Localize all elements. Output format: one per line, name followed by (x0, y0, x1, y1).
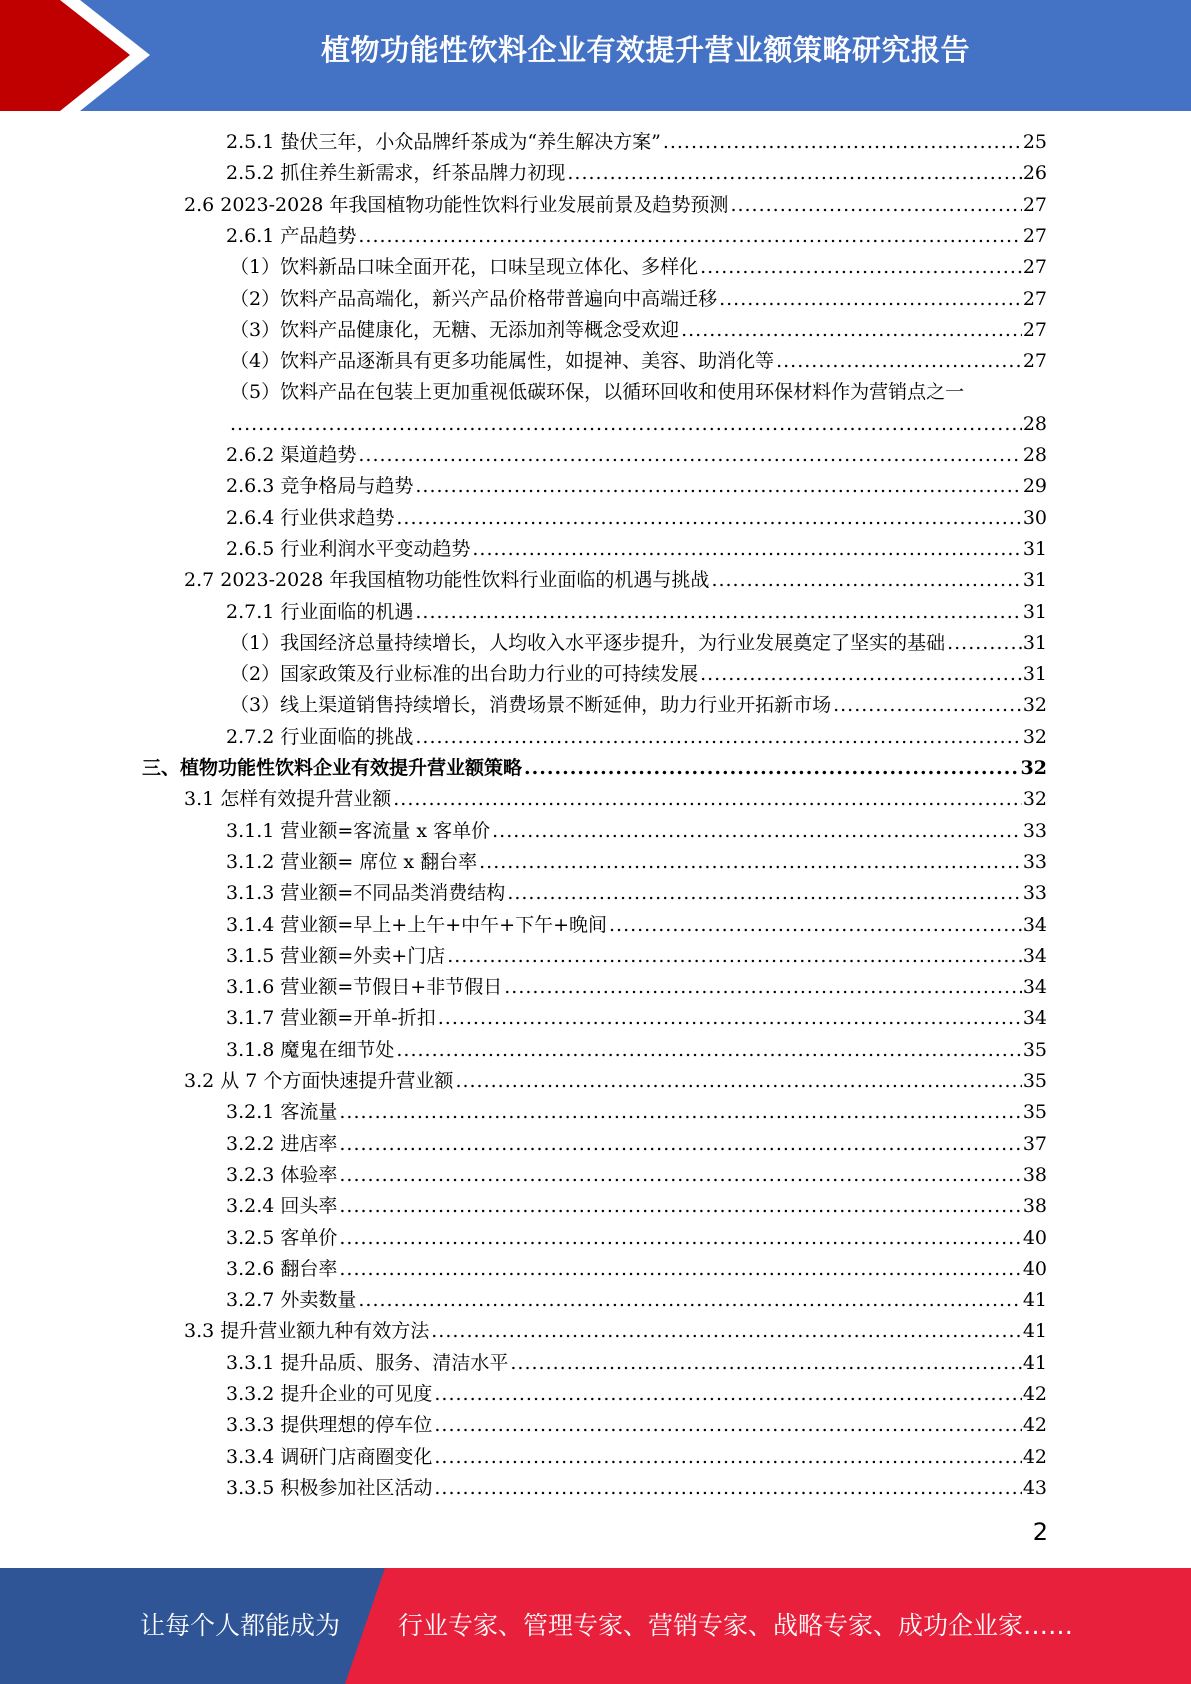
toc-entry[interactable] (0, 440, 1191, 471)
toc-dot-leader (681, 315, 1022, 346)
toc-entry-page: 41 (1022, 1351, 1047, 1374)
toc-entry[interactable] (0, 1379, 1191, 1410)
toc-entry-page: 34 (1022, 1007, 1047, 1030)
toc-entry-page: 33 (1022, 850, 1047, 873)
toc-dot-leader (396, 1035, 1021, 1066)
toc-entry[interactable] (0, 221, 1191, 252)
toc-entry-page: 32 (1020, 757, 1047, 779)
toc-entry-page: 40 (1022, 1226, 1047, 1249)
toc-dot-leader (567, 158, 1021, 189)
toc-entry-page: 34 (1022, 944, 1047, 967)
toc-entry-page: 27 (1022, 193, 1047, 216)
toc-entry-page: 35 (1022, 1101, 1047, 1124)
toc-entry-title: 3.1.8 魔鬼在细节处 (226, 1038, 395, 1061)
toc-entry[interactable] (0, 534, 1191, 565)
toc-entry-title: （3）饮料产品健康化，无糖、无添加剂等概念受欢迎 (230, 318, 680, 341)
toc-entry[interactable] (0, 1066, 1191, 1097)
toc-dot-leader (415, 722, 1021, 753)
toc-entry[interactable] (0, 847, 1191, 878)
toc-entry[interactable] (0, 1285, 1191, 1316)
toc-entry-page: 29 (1022, 475, 1047, 498)
toc-entry-page: 42 (1022, 1383, 1047, 1405)
toc-entry[interactable] (0, 972, 1191, 1003)
footer-slogan-right: 行业专家、管理专家、营销专家、战略专家、成功企业家…… (398, 1611, 1074, 1640)
toc-entry[interactable] (0, 1348, 1191, 1379)
toc-entry-title: 3.1.3 营业额=不同品类消费结构 (226, 882, 506, 905)
toc-entry[interactable] (0, 315, 1191, 346)
toc-entry[interactable] (0, 1223, 1191, 1254)
toc-entry-title: 3.3.3 提供理想的停车位 (226, 1414, 433, 1437)
toc-entry-title: 3.2.3 体验率 (226, 1163, 338, 1186)
toc-entry[interactable] (0, 1129, 1191, 1160)
toc-entry[interactable] (0, 1097, 1191, 1128)
toc-entry-continuation[interactable] (0, 409, 1191, 440)
toc-entry[interactable] (0, 377, 1191, 408)
toc-entry-title: 2.7.1 行业面临的机遇 (226, 600, 414, 623)
toc-dot-leader (663, 127, 1022, 158)
toc-entry-page: 31 (1022, 600, 1047, 623)
toc-entry[interactable] (0, 878, 1191, 909)
toc-dot-leader (472, 534, 1021, 565)
toc-dot-leader (700, 659, 1022, 690)
toc-entry-page: 42 (1022, 1414, 1047, 1437)
toc-entry[interactable] (0, 722, 1191, 753)
toc-entry-title: 3.3.4 调研门店商圈变化 (226, 1445, 433, 1468)
toc-entry[interactable] (0, 784, 1191, 815)
toc-entry-title: 3.3.1 提升品质、服务、清洁水平 (226, 1351, 509, 1374)
report-title: 植物功能性饮料企业有效提升营业额策略研究报告 (320, 33, 970, 67)
toc-entry-page: 27 (1022, 318, 1047, 341)
toc-dot-leader (455, 1066, 1021, 1097)
toc-entry-page: 32 (1022, 694, 1047, 717)
toc-entry-title: 3.1.6 营业额=节假日+非节假日 (226, 976, 503, 999)
toc-entry-page: 43 (1022, 1476, 1047, 1499)
toc-entry[interactable] (0, 910, 1191, 941)
toc-dot-leader (711, 565, 1021, 596)
toc-dot-leader (415, 597, 1021, 628)
toc-entry[interactable] (0, 565, 1191, 596)
toc-dot-leader (339, 1254, 1021, 1285)
toc-dot-leader (492, 816, 1022, 847)
toc-entry-title: 3.2.5 客单价 (226, 1226, 338, 1249)
toc-entry[interactable] (0, 1160, 1191, 1191)
toc-dot-leader (507, 878, 1022, 909)
toc-entry-page: 27 (1022, 224, 1047, 247)
toc-entry-title: 2.7.2 行业面临的挑战 (226, 725, 414, 748)
header-chevron-icon (0, 0, 160, 111)
toc-entry-page: 38 (1022, 1163, 1047, 1186)
toc-entry-title: （1）我国经济总量持续增长，人均收入水平逐步提升，为行业发展奠定了坚实的基础 (230, 631, 946, 654)
page-number: 2 (1032, 1518, 1048, 1546)
toc-dot-leader (730, 190, 1021, 221)
toc-entry-title: 3.1.5 营业额=外卖+门店 (226, 944, 446, 967)
toc-entry-title: （2）国家政策及行业标准的出台助力行业的可持续发展 (230, 663, 699, 686)
toc-entry[interactable] (0, 1003, 1191, 1034)
toc-entry[interactable] (0, 1316, 1191, 1347)
toc-entry-title: （5）饮料产品在包装上更加重视低碳环保，以循环回收和使用环保材料作为营销点之一 (230, 381, 965, 404)
toc-entry-page: 32 (1022, 788, 1047, 811)
footer-slogan-left: 让每个人都能成为 (140, 1611, 341, 1640)
toc-entry-page: 42 (1022, 1445, 1047, 1468)
toc-dot-leader (339, 1191, 1021, 1222)
toc-dot-leader (358, 1285, 1021, 1316)
toc-entry-page: 31 (1022, 537, 1047, 560)
toc-dot-leader (434, 1442, 1021, 1473)
toc-entry-page: 31 (1022, 569, 1047, 592)
toc-entry-title: 2.7 2023-2028 年我国植物功能性饮料行业面临的机遇与挑战 (184, 569, 710, 592)
toc-entry-title: 3.2.4 回头率 (226, 1195, 338, 1218)
toc-entry-page: 31 (1022, 663, 1047, 686)
toc-entry[interactable] (0, 1191, 1191, 1222)
toc-entry[interactable] (0, 1410, 1191, 1441)
toc-entry-title: 3.1.2 营业额= 席位 x 翻台率 (226, 850, 478, 873)
toc-entry-title: 3.2.7 外卖数量 (226, 1289, 357, 1312)
toc-dot-leader (230, 409, 1022, 440)
toc-dot-leader (947, 628, 1022, 659)
toc-dot-leader (358, 221, 1021, 252)
toc-entry-page: 41 (1022, 1320, 1047, 1343)
toc-entry[interactable] (0, 941, 1191, 972)
toc-entry-title: （1）饮料新品口味全面开花，口味呈现立体化、多样化 (230, 256, 699, 279)
toc-entry-title: （4）饮料产品逐渐具有更多功能属性，如提神、美容、助消化等 (230, 350, 775, 373)
toc-entry-title: 3.1 怎样有效提升营业额 (184, 788, 392, 811)
page-footer (0, 1568, 1191, 1684)
toc-entry-page: 33 (1022, 882, 1047, 905)
toc-entry-page: 41 (1022, 1289, 1047, 1312)
toc-dot-leader (510, 1348, 1021, 1379)
toc-entry-page: 32 (1022, 725, 1047, 748)
toc-entry-title: 2.6.2 渠道趋势 (226, 444, 357, 466)
toc-entry[interactable] (0, 1442, 1191, 1473)
toc-entry-page: 35 (1022, 1038, 1047, 1061)
toc-entry[interactable] (0, 503, 1191, 534)
toc-entry-title: 3.2 从 7 个方面快速提升营业额 (184, 1070, 454, 1092)
toc-entry-title: 2.6.4 行业供求趋势 (226, 506, 395, 529)
toc-entry[interactable] (0, 127, 1191, 158)
toc-dot-leader (434, 1410, 1021, 1441)
toc-dot-leader (339, 1160, 1021, 1191)
toc-dot-leader (339, 1129, 1021, 1160)
toc-entry[interactable] (0, 628, 1191, 659)
toc-entry-page: 40 (1022, 1257, 1047, 1280)
toc-entry[interactable] (0, 190, 1191, 221)
toc-entry-page: 30 (1022, 506, 1047, 529)
toc-entry-page: 31 (1022, 631, 1047, 654)
toc-dot-leader (396, 503, 1021, 534)
toc-entry-page: 25 (1022, 131, 1047, 153)
toc-dot-leader (393, 784, 1022, 815)
toc-dot-leader (438, 1003, 1022, 1034)
toc-dot-leader (479, 847, 1022, 878)
toc-dot-leader (434, 1473, 1021, 1504)
toc-entry-page: 33 (1022, 819, 1047, 842)
toc-entry[interactable] (0, 1254, 1191, 1285)
toc-entry-title: 2.6.5 行业利润水平变动趋势 (226, 537, 471, 560)
toc-entry-title: 3.3.5 积极参加社区活动 (226, 1476, 433, 1499)
toc-entry-title: 3.2.2 进店率 (226, 1132, 338, 1155)
toc-entry-page: 26 (1022, 162, 1047, 185)
toc-entry-page: 27 (1022, 350, 1047, 373)
toc-entry-page: 34 (1022, 913, 1047, 936)
toc-entry[interactable] (0, 816, 1191, 847)
toc-dot-leader (524, 753, 1020, 784)
toc-entry-title: 3.2.1 客流量 (226, 1101, 338, 1124)
toc-entry-title: （2）饮料产品高端化，新兴产品价格带普遍向中高端迁移 (230, 287, 718, 310)
toc-dot-leader (609, 910, 1022, 941)
toc-dot-leader (776, 346, 1022, 377)
toc-entry[interactable] (0, 252, 1191, 283)
toc-entry-title: 2.6 2023-2028 年我国植物功能性饮料行业发展前景及趋势预测 (184, 193, 729, 216)
toc-entry-title: 3.2.6 翻台率 (226, 1257, 338, 1280)
toc-entry-page: 37 (1022, 1132, 1047, 1155)
toc-entry-title: 2.6.3 竞争格局与趋势 (226, 475, 414, 498)
toc-entry[interactable] (0, 1473, 1191, 1504)
toc-entry-page: 28 (1022, 412, 1047, 435)
toc-entry-title: 2.6.1 产品趋势 (226, 224, 357, 247)
toc-entry[interactable] (0, 346, 1191, 377)
toc-dot-leader (415, 471, 1021, 502)
toc-dot-leader (833, 690, 1022, 721)
toc-entry-page: 38 (1022, 1195, 1047, 1218)
toc-entry-title: 2.5.1 蛰伏三年，小众品牌纤茶成为“养生解决方案” (226, 131, 661, 153)
toc-dot-leader (431, 1316, 1022, 1347)
toc-entry[interactable] (0, 1035, 1191, 1066)
toc-entry[interactable] (0, 471, 1191, 502)
toc-entry-title: 3.3 提升营业额九种有效方法 (184, 1320, 430, 1343)
toc-entry-page: 34 (1022, 976, 1047, 999)
toc-chapter-entry[interactable] (0, 753, 1191, 784)
page-header (0, 0, 1191, 111)
toc-entry-title: 2.5.2 抓住养生新需求，纤茶品牌力初现 (226, 162, 566, 185)
toc-entry-title: 3.3.2 提升企业的可见度 (226, 1383, 433, 1405)
toc-entry-title: 3.1.7 营业额=开单-折扣 (226, 1007, 436, 1030)
toc-entry[interactable] (0, 690, 1191, 721)
toc-entry-title: （3）线上渠道销售持续增长，消费场景不断延伸，助力行业开拓新市场 (230, 694, 832, 717)
toc-dot-leader (504, 972, 1022, 1003)
toc-dot-leader (700, 252, 1022, 283)
toc-dot-leader (447, 941, 1022, 972)
toc-entry[interactable] (0, 659, 1191, 690)
toc-entry-title: 三、植物功能性饮料企业有效提升营业额策略 (142, 757, 523, 779)
toc-entry-page: 35 (1022, 1070, 1047, 1092)
toc-dot-leader (339, 1223, 1021, 1254)
toc-dot-leader (339, 1097, 1021, 1128)
toc-entry-page: 28 (1022, 444, 1047, 466)
toc-entry-title: 3.1.4 营业额=早上+上午+中午+下午+晚间 (226, 913, 607, 936)
toc-entry-title: 3.1.1 营业额=客流量 x 客单价 (226, 819, 491, 842)
toc-entry[interactable] (0, 597, 1191, 628)
toc-entry[interactable] (0, 284, 1191, 315)
toc-dot-leader (434, 1379, 1021, 1410)
toc-entry[interactable] (0, 158, 1191, 189)
toc-dot-leader (719, 284, 1022, 315)
toc-entry-page: 27 (1022, 287, 1047, 310)
toc-dot-leader (358, 440, 1021, 471)
toc-entry-page: 27 (1022, 256, 1047, 279)
